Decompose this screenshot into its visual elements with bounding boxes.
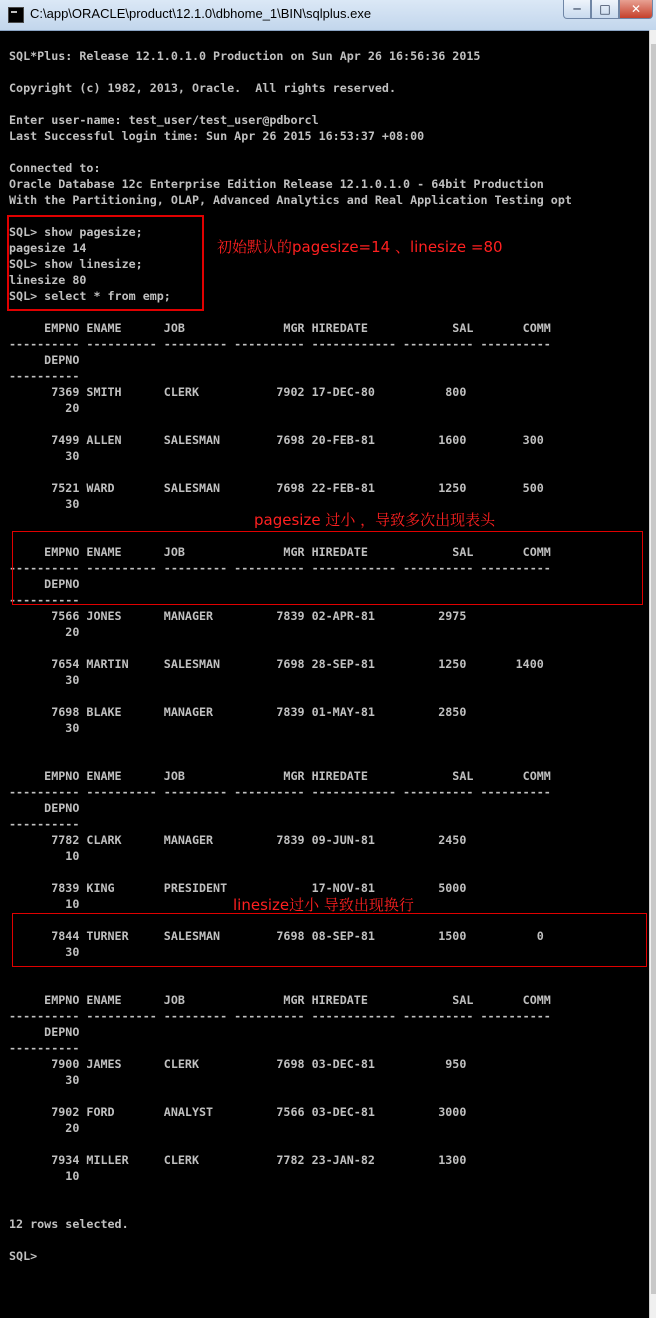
console-line: 7844 TURNER SALESMAN 7698 08-SEP-81 1500 0 (9, 929, 544, 943)
console-line: 30 (9, 449, 80, 463)
console-line: 30 (9, 673, 80, 687)
maximize-button[interactable]: □ (591, 0, 619, 19)
console-line (9, 736, 649, 752)
pagesize-annotation: pagesize 过小 ，导致多次出现表头 (254, 511, 496, 529)
console-line: ---------- (9, 817, 80, 831)
console-line: EMPNO ENAME JOB MGR HIREDATE SAL COMM (9, 545, 551, 559)
console-line: 7654 MARTIN SALESMAN 7698 28-SEP-81 1250 1400 (9, 657, 544, 671)
console-line (9, 416, 649, 432)
console-line: SQL> show linesize; (9, 257, 143, 271)
console-line: 20 (9, 401, 80, 415)
console-line: ---------- (9, 369, 80, 383)
console-line: 7369 SMITH CLERK 7902 17-DEC-80 800 (9, 385, 467, 399)
console-line: DEPNO (9, 1025, 80, 1039)
console-line (9, 32, 649, 48)
console-line: ---------- ---------- --------- ---------- ------------ ---------- ---------- (9, 337, 551, 351)
console-line (9, 144, 649, 160)
console-line (9, 864, 649, 880)
console-line: EMPNO ENAME JOB MGR HIREDATE SAL COMM (9, 769, 551, 783)
vertical-scrollbar[interactable] (649, 30, 656, 1318)
console-line: 30 (9, 1073, 80, 1087)
console-line: Oracle Database 12c Enterprise Edition Release 12.1.0.1.0 - 64bit Production (9, 177, 544, 191)
wrapped-row-box (12, 913, 647, 967)
console-line: 7566 JONES MANAGER 7839 02-APR-81 2975 (9, 609, 467, 623)
console-line (9, 464, 649, 480)
window-title: C:\app\ORACLE\product\12.1.0\dbhome_1\BIN\sqlplus.exe (30, 6, 372, 21)
console-line: 7900 JAMES CLERK 7698 03-DEC-81 950 (9, 1057, 467, 1071)
close-button[interactable]: ✕ (619, 0, 653, 19)
console-line: pagesize 14 (9, 241, 87, 255)
scrollbar-thumb[interactable] (651, 44, 656, 1294)
console-line: 7698 BLAKE MANAGER 7839 01-MAY-81 2850 (9, 705, 467, 719)
console-line (9, 688, 649, 704)
console-line: linesize 80 (9, 273, 87, 287)
console-line: ---------- ---------- --------- ---------- ------------ ---------- ---------- (9, 785, 551, 799)
console-line (9, 64, 649, 80)
console-line: 10 (9, 1169, 80, 1183)
console-line: SQL> (9, 1249, 38, 1263)
linesize-annotation: linesize过小 导致出现换行 (233, 896, 414, 914)
console-line: SQL> select * from emp; (9, 289, 171, 303)
console-line: 30 (9, 497, 80, 511)
console-line: 30 (9, 721, 80, 735)
console-line: ---------- ---------- --------- ---------- ------------ ---------- ---------- (9, 561, 551, 575)
console-line: 10 (9, 897, 80, 911)
console-line (9, 976, 649, 992)
console-line: DEPNO (9, 353, 80, 367)
console-line: 7782 CLARK MANAGER 7839 09-JUN-81 2450 (9, 833, 467, 847)
console-line (9, 96, 649, 112)
defaults-highlight-box (7, 215, 204, 311)
console-line: With the Partitioning, OLAP, Advanced Analytics and Real Application Testing opt (9, 193, 572, 207)
console-line (9, 1184, 649, 1200)
console-line: Last Successful login time: Sun Apr 26 2015 16:53:37 +08:00 (9, 129, 425, 143)
console-line: 7902 FORD ANALYST 7566 03-DEC-81 3000 (9, 1105, 467, 1119)
console-line: 30 (9, 945, 80, 959)
console-line: Copyright (c) 1982, 2013, Oracle. All rights reserved. (9, 81, 397, 95)
title-bar[interactable] (0, 0, 656, 31)
console-line: 20 (9, 625, 80, 639)
minimize-button[interactable]: ─ (563, 0, 591, 19)
console-line: ---------- (9, 593, 80, 607)
console-line: SQL*Plus: Release 12.1.0.1.0 Production on Sun Apr 26 16:56:36 2015 (9, 49, 481, 63)
console-line: 20 (9, 1121, 80, 1135)
defaults-annotation: 初始默认的pagesize=14 、linesize =80 (217, 238, 503, 256)
console-line (9, 752, 649, 768)
console-line (9, 1088, 649, 1104)
console-line: 7499 ALLEN SALESMAN 7698 20-FEB-81 1600 300 (9, 433, 544, 447)
console-line: DEPNO (9, 577, 80, 591)
repeated-header-box (12, 531, 643, 605)
console-line: SQL> show pagesize; (9, 225, 143, 239)
console-line: Connected to: (9, 161, 101, 175)
console-line: 7934 MILLER CLERK 7782 23-JAN-82 1300 (9, 1153, 467, 1167)
console-line: DEPNO (9, 801, 80, 815)
console-line: Enter user-name: test_user/test_user@pdborcl (9, 113, 319, 127)
console-line: 10 (9, 849, 80, 863)
console-line: 7521 WARD SALESMAN 7698 22-FEB-81 1250 500 (9, 481, 544, 495)
console-line: 7839 KING PRESIDENT 17-NOV-81 5000 (9, 881, 467, 895)
console-line: EMPNO ENAME JOB MGR HIREDATE SAL COMM (9, 321, 551, 335)
console-app-icon (8, 7, 24, 23)
console-line (9, 1232, 649, 1248)
console-line (9, 1136, 649, 1152)
console-line (9, 640, 649, 656)
console-line: ---------- (9, 1041, 80, 1055)
console-line: EMPNO ENAME JOB MGR HIREDATE SAL COMM (9, 993, 551, 1007)
console-line: 12 rows selected. (9, 1217, 129, 1231)
console-line (9, 1200, 649, 1216)
console-line: ---------- ---------- --------- ---------- ------------ ---------- ---------- (9, 1009, 551, 1023)
